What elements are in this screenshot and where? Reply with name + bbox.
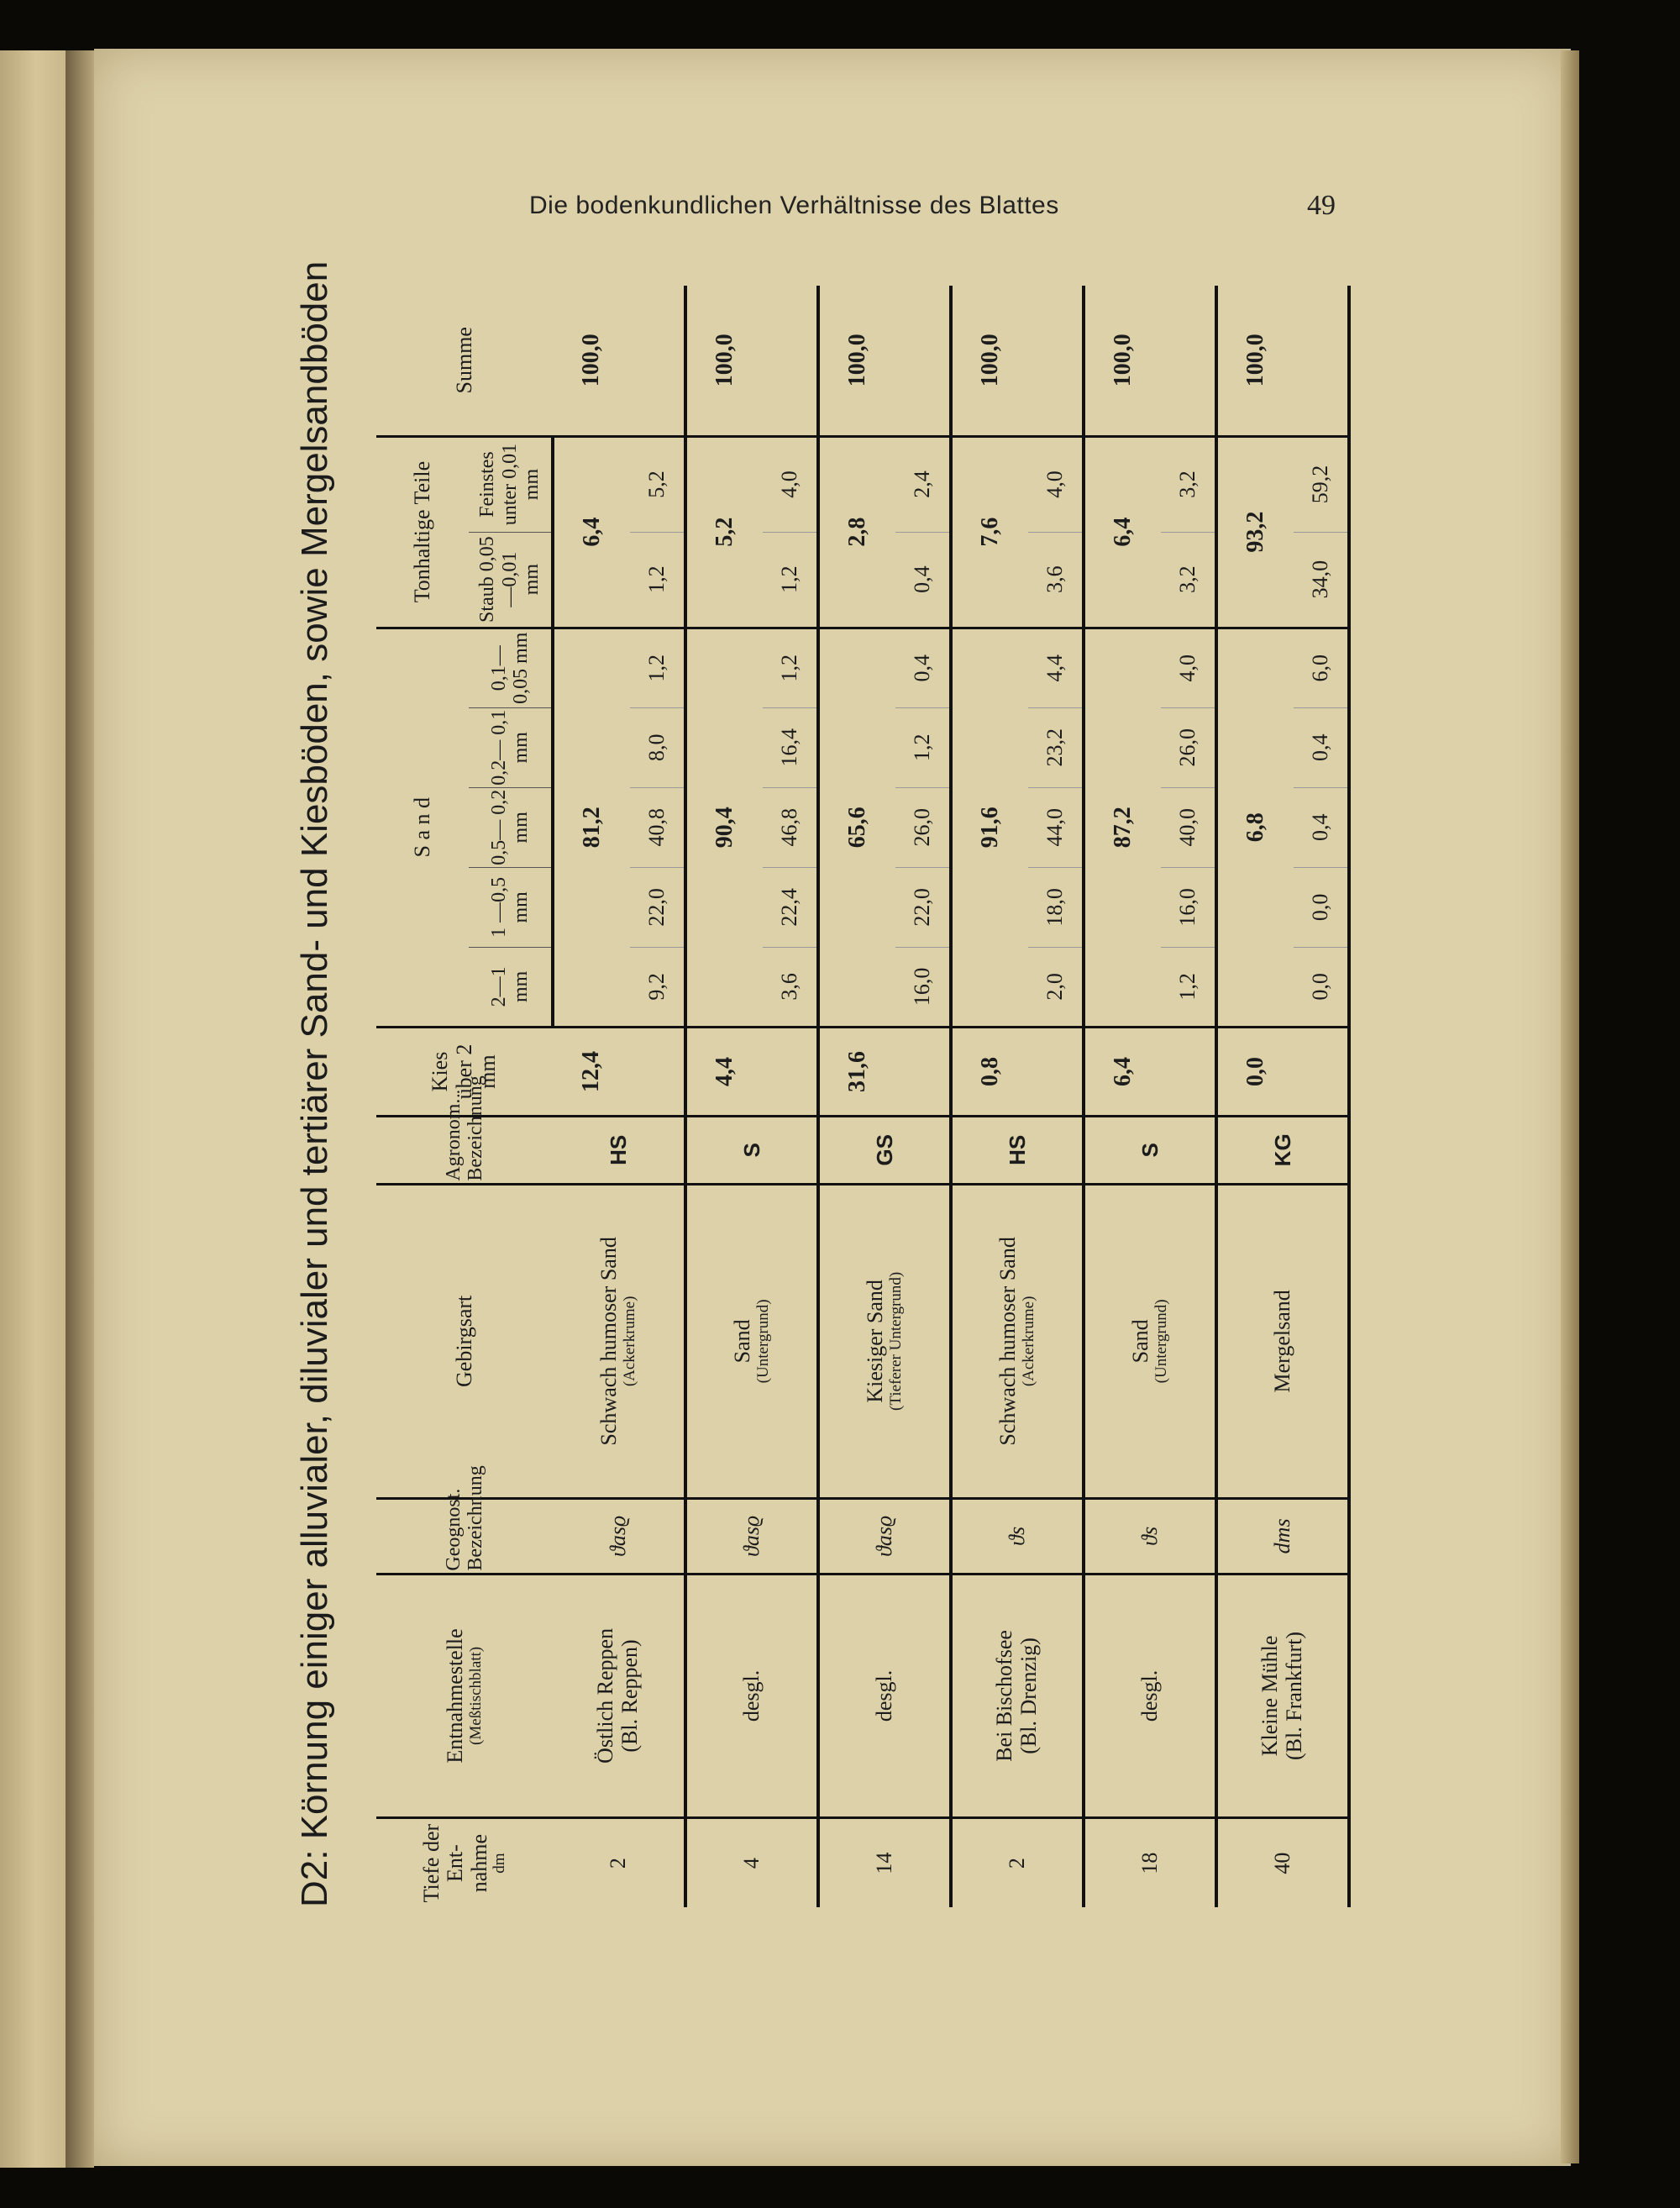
header-ton-col: Feinstes unter 0,01 mm <box>469 436 553 532</box>
cell-entnahme-sheet: (Bl. Frankfurt) <box>1282 1631 1306 1760</box>
cell-gebirgsart <box>1084 1184 1216 1499</box>
cell-kies: 4,4 <box>685 1027 763 1116</box>
cell-sand-fraction: 22,4 <box>763 867 818 947</box>
cell-agronom: S <box>1084 1117 1216 1185</box>
table-row <box>818 286 895 1907</box>
cell-ton-fraction: 5,2 <box>630 436 685 532</box>
header-geognost: Geognost. Bezeichnung <box>376 1499 553 1574</box>
cell-gebirgsart-sub: (Untergrund) <box>753 1299 772 1384</box>
cell-kies-blank <box>1161 1027 1216 1116</box>
cell-gebirgsart <box>685 1184 818 1499</box>
cell-sand-total: 91,6 <box>951 628 1028 1027</box>
header-sand-col: 0,1— 0,05 mm <box>469 628 553 707</box>
cell-entnahme <box>553 1574 685 1818</box>
table-title: D2: Körnung einiger alluvialer, diluvialer und tertiärer Sand- und Kiesböden, sowie Mergelsandböden <box>294 260 335 1907</box>
cell-gebirgsart-name: Schwach humoser Sand <box>995 1237 1021 1446</box>
header-ton-col: Staub 0,05—0,01 mm <box>469 532 553 628</box>
cell-ton-fraction: 34,0 <box>1294 532 1349 628</box>
cell-sand-total: 6,8 <box>1216 628 1294 1027</box>
cell-gebirgsart-sub: (Ackerkrume) <box>620 1296 638 1387</box>
header-gebirgsart: Gebirgsart <box>376 1184 553 1499</box>
table-row <box>951 286 1028 1907</box>
cell-ton-fraction: 2,4 <box>895 436 951 532</box>
header-ton: Tonhaltige Teile <box>376 436 469 628</box>
cell-sand-fraction: 26,0 <box>895 787 951 867</box>
header-tiefe-label: Tiefe der Ent-nahme <box>418 1823 491 1903</box>
cell-agronom: KG <box>1216 1117 1349 1185</box>
cell-tiefe: 4 <box>738 1858 764 1869</box>
cell-kies: 0,8 <box>951 1027 1028 1116</box>
cell-sand-fraction: 1,2 <box>895 707 951 787</box>
cell-geognost: ϑasϱ <box>553 1499 685 1574</box>
cell-sand-fraction: 4,4 <box>1028 628 1084 707</box>
header-sand-col: 0,2— 0,1 mm <box>469 707 553 787</box>
cell-sand-fraction: 0,4 <box>1294 787 1349 867</box>
cell-tiefe: 40 <box>1269 1852 1294 1874</box>
cell-gebirgsart-sub: (Ackerkrume) <box>1019 1296 1037 1387</box>
cell-sand-fraction: 8,0 <box>630 707 685 787</box>
cell-sand-fraction: 18,0 <box>1028 867 1084 947</box>
cell-entnahme <box>1084 1574 1216 1818</box>
cell-geognost: dms <box>1216 1499 1349 1574</box>
cell-ton-total: 2,8 <box>818 436 895 628</box>
cell-ton-total: 7,6 <box>951 436 1028 628</box>
cell-sand-fraction: 0,0 <box>1294 867 1349 947</box>
cell-entnahme <box>1216 1574 1349 1818</box>
cell-geognost: ϑasϱ <box>685 1499 818 1574</box>
table-row <box>1084 286 1161 1907</box>
cell-sand-total: 87,2 <box>1084 628 1161 1027</box>
cell-kies: 6,4 <box>1084 1027 1161 1116</box>
cell-ton-fraction: 0,4 <box>895 532 951 628</box>
cell-sand-fraction: 16,4 <box>763 707 818 787</box>
header-agronom: Agronom. Bezeichnung <box>376 1117 553 1185</box>
cell-ton-fraction: 1,2 <box>763 532 818 628</box>
header-summe: Summe <box>376 286 553 436</box>
cell-tiefe: 14 <box>871 1852 896 1874</box>
cell-summe: 100,0 <box>951 286 1028 436</box>
cell-kies-blank <box>895 1027 951 1116</box>
cell-sand-fraction: 0,4 <box>895 628 951 707</box>
header-sand: S a n d <box>376 628 469 1027</box>
cell-entnahme <box>951 1574 1084 1818</box>
header-sand-col: 0,5— 0,2 mm <box>469 787 553 867</box>
cell-entnahme-name: Östlich Reppen <box>593 1627 618 1764</box>
cell-kies-blank <box>763 1027 818 1116</box>
cell-tiefe: 18 <box>1137 1852 1162 1874</box>
cell-sand-fraction: 40,0 <box>1161 787 1216 867</box>
table-row <box>685 286 763 1907</box>
page-edge <box>1561 50 1579 2163</box>
cell-agronom: HS <box>951 1117 1084 1185</box>
cell-entnahme-name: Kleine Mühle <box>1257 1635 1283 1757</box>
cell-summe-blank <box>1294 286 1349 436</box>
cell-entnahme <box>818 1574 951 1818</box>
page-number: 49 <box>1307 190 1336 221</box>
cell-summe: 100,0 <box>818 286 895 436</box>
header-entnahme-sub: (Meßtischblatt) <box>466 1646 485 1745</box>
table-row <box>553 286 630 1907</box>
cell-sand-fraction: 44,0 <box>1028 787 1084 867</box>
cell-kies-blank <box>1294 1027 1349 1116</box>
cell-kies: 31,6 <box>818 1027 895 1116</box>
cell-ton-total: 5,2 <box>685 436 763 628</box>
cell-sand-fraction: 46,8 <box>763 787 818 867</box>
header-entnahme-label: Entnahmestelle <box>443 1628 468 1764</box>
cell-summe: 100,0 <box>1084 286 1161 436</box>
cell-gebirgsart-name: Schwach humoser Sand <box>596 1237 622 1446</box>
cell-gebirgsart <box>553 1184 685 1499</box>
header-tiefe-unit: dm <box>491 1853 509 1874</box>
cell-sand-total: 90,4 <box>685 628 763 1027</box>
cell-summe-blank <box>1161 286 1216 436</box>
cell-sand-fraction: 22,0 <box>630 867 685 947</box>
cell-summe: 100,0 <box>553 286 630 436</box>
cell-tiefe: 2 <box>605 1858 630 1869</box>
cell-ton-fraction: 1,2 <box>630 532 685 628</box>
cell-sand-fraction: 2,0 <box>1028 947 1084 1027</box>
cell-sand-fraction: 4,0 <box>1161 628 1216 707</box>
cell-ton-total: 6,4 <box>1084 436 1161 628</box>
header-tiefe <box>376 1818 553 1907</box>
cell-sand-fraction: 0,4 <box>1294 707 1349 787</box>
cell-sand-fraction: 23,2 <box>1028 707 1084 787</box>
cell-kies-blank <box>1028 1027 1084 1116</box>
table-row <box>1216 286 1294 1907</box>
rotated-table-block <box>294 260 1403 1907</box>
cell-ton-fraction: 4,0 <box>1028 436 1084 532</box>
cell-sand-fraction: 1,2 <box>1161 947 1216 1027</box>
cell-summe: 100,0 <box>685 286 763 436</box>
cell-gebirgsart-sub: (Untergrund) <box>1152 1299 1170 1384</box>
header-kies: Kies über 2 mm <box>376 1027 553 1116</box>
cell-sand-fraction: 22,0 <box>895 867 951 947</box>
table-body <box>553 286 1349 1907</box>
cell-sand-fraction: 6,0 <box>1294 628 1349 707</box>
book-gutter <box>66 50 94 2168</box>
cell-entnahme-name: Bei Bischofsee <box>992 1630 1017 1762</box>
cell-gebirgsart-name: Sand <box>730 1319 755 1364</box>
cell-agronom: S <box>685 1117 818 1185</box>
cell-gebirgsart-sub: (Tieferer Untergrund) <box>886 1271 905 1411</box>
cell-sand-fraction: 40,8 <box>630 787 685 867</box>
cell-gebirgsart-name: Mergelsand <box>1269 1290 1294 1393</box>
header-sand-col: 2—1 mm <box>469 947 553 1027</box>
cell-kies-blank <box>630 1027 685 1116</box>
cell-sand-fraction: 3,6 <box>763 947 818 1027</box>
cell-ton-fraction: 4,0 <box>763 436 818 532</box>
cell-sand-fraction: 16,0 <box>1161 867 1216 947</box>
cell-gebirgsart-name: Kiesiger Sand <box>863 1280 888 1403</box>
cell-entnahme-name: desgl. <box>738 1669 764 1722</box>
cell-entnahme <box>685 1574 818 1818</box>
running-head: Die bodenkundlichen Verhältnisse des Blattes <box>529 192 1059 219</box>
cell-entnahme-name: desgl. <box>871 1669 896 1722</box>
cell-kies: 0,0 <box>1216 1027 1294 1116</box>
cell-agronom: GS <box>818 1117 951 1185</box>
cell-tiefe: 2 <box>1004 1858 1029 1869</box>
cell-entnahme-name: desgl. <box>1137 1669 1162 1722</box>
header-entnahme <box>376 1574 553 1818</box>
cell-summe-blank <box>630 286 685 436</box>
grain-size-table <box>376 286 1351 1907</box>
cell-ton-total: 93,2 <box>1216 436 1294 628</box>
cell-sand-fraction: 0,0 <box>1294 947 1349 1027</box>
cell-summe-blank <box>895 286 951 436</box>
cell-entnahme-sheet: (Bl. Reppen) <box>617 1639 642 1753</box>
cell-summe-blank <box>1028 286 1084 436</box>
cell-sand-fraction: 9,2 <box>630 947 685 1027</box>
cell-sand-fraction: 16,0 <box>895 947 951 1027</box>
cell-entnahme-sheet: (Bl. Drenzig) <box>1016 1638 1041 1754</box>
cell-summe: 100,0 <box>1216 286 1294 436</box>
cell-ton-fraction: 3,2 <box>1161 436 1216 532</box>
cell-sand-fraction: 26,0 <box>1161 707 1216 787</box>
cell-summe-blank <box>763 286 818 436</box>
cell-sand-total: 81,2 <box>553 628 630 1027</box>
cell-geognost: ϑs <box>1084 1499 1216 1574</box>
cell-gebirgsart <box>818 1184 951 1499</box>
cell-gebirgsart <box>951 1184 1084 1499</box>
cell-sand-fraction: 1,2 <box>630 628 685 707</box>
cell-gebirgsart-name: Sand <box>1128 1319 1153 1364</box>
cell-kies: 12,4 <box>553 1027 630 1116</box>
cell-ton-fraction: 3,2 <box>1161 532 1216 628</box>
cell-ton-total: 6,4 <box>553 436 630 628</box>
cell-gebirgsart <box>1216 1184 1349 1499</box>
header-sand-col: 1 —0,5 mm <box>469 867 553 947</box>
cell-geognost: ϑs <box>951 1499 1084 1574</box>
cell-sand-fraction: 1,2 <box>763 628 818 707</box>
cell-ton-fraction: 59,2 <box>1294 436 1349 532</box>
cell-ton-fraction: 3,6 <box>1028 532 1084 628</box>
cell-agronom: HS <box>553 1117 685 1185</box>
cell-geognost: ϑasϱ <box>818 1499 951 1574</box>
facing-page-edge <box>0 50 66 2168</box>
cell-sand-total: 65,6 <box>818 628 895 1027</box>
